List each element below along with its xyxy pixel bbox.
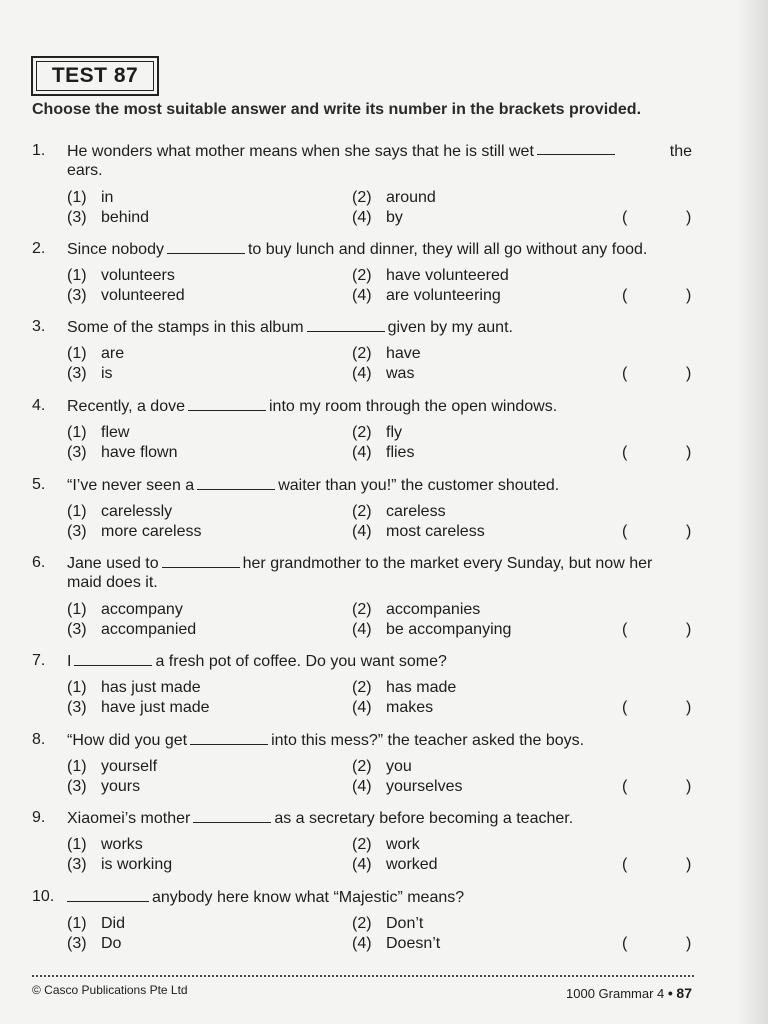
option-number: (1): [67, 345, 87, 362]
answer-bracket-open[interactable]: (: [622, 856, 628, 873]
option-text: yours: [101, 778, 141, 795]
option-number: (1): [67, 915, 87, 932]
question-text-before-blank: “How did you get: [67, 732, 188, 749]
option-text: carelessly: [101, 503, 173, 520]
question-line: [67, 652, 692, 671]
option-text: are volunteering: [386, 287, 501, 304]
option-text: flew: [101, 424, 130, 441]
answer-bracket-close[interactable]: ): [686, 856, 692, 873]
answer-bracket-close[interactable]: ): [686, 621, 692, 638]
question-text-after-blank: waiter than you!” the customer shouted.: [278, 477, 560, 494]
question-number: 6.: [32, 554, 46, 571]
option-text: accompanies: [386, 601, 481, 618]
answer-bracket-open[interactable]: (: [622, 523, 628, 540]
answer-blank[interactable]: [67, 889, 149, 902]
answer-option: [67, 758, 157, 776]
answer-option: [352, 503, 446, 521]
answer-option: [67, 523, 201, 541]
option-text: has just made: [101, 679, 201, 696]
answer-bracket-open[interactable]: (: [622, 778, 628, 795]
answer-bracket-close[interactable]: ): [686, 444, 692, 461]
answer-bracket-close[interactable]: ): [686, 935, 692, 952]
option-number: (3): [67, 699, 87, 716]
question-text-before-blank: I: [67, 653, 72, 670]
answer-option: [352, 915, 423, 933]
option-text: volunteers: [101, 267, 175, 284]
option-number: (3): [67, 444, 87, 461]
test-title-box: [31, 56, 159, 96]
instructions: Choose the most suitable answer and write its number in the brackets provided.: [32, 101, 642, 118]
question-stem: [67, 652, 692, 671]
question-stem: [67, 240, 692, 259]
question-stem: [67, 888, 692, 907]
answer-option: [67, 209, 149, 227]
question-line: [67, 397, 692, 416]
option-number: (4): [352, 778, 372, 795]
answer-option: [352, 699, 433, 717]
option-text: be accompanying: [386, 621, 512, 638]
option-text: flies: [386, 444, 415, 461]
answer-option: [352, 287, 501, 305]
option-number: (2): [352, 424, 372, 441]
answer-blank[interactable]: [190, 732, 268, 745]
answer-bracket-close[interactable]: ): [686, 778, 692, 795]
answer-option: [67, 345, 124, 363]
option-text: Doesn’t: [386, 935, 441, 952]
option-text: careless: [386, 503, 446, 520]
question-line: [67, 240, 692, 259]
answer-option: [67, 267, 175, 285]
question-text-continued: maid does it.: [67, 574, 158, 591]
question-number: 7.: [32, 652, 46, 669]
question-number: 5.: [32, 476, 46, 493]
book-title: 1000 Grammar 4: [566, 986, 665, 1001]
option-number: (3): [67, 287, 87, 304]
answer-option: [352, 856, 438, 874]
answer-option: [352, 424, 402, 442]
option-text: have: [386, 345, 421, 362]
answer-bracket-close[interactable]: ): [686, 365, 692, 382]
page-footer: [566, 985, 692, 1001]
answer-option: [352, 778, 462, 796]
option-number: (3): [67, 209, 87, 226]
question-line: [67, 888, 692, 907]
option-text: makes: [386, 699, 434, 716]
option-text: more careless: [101, 523, 202, 540]
option-number: (1): [67, 679, 87, 696]
answer-bracket-open[interactable]: (: [622, 287, 628, 304]
option-text: have just made: [101, 699, 210, 716]
option-number: (1): [67, 267, 87, 284]
question-text-after-blank: anybody here know what “Majestic” means?: [152, 889, 465, 906]
option-number: (4): [352, 287, 372, 304]
question-text-before-blank: Since nobody: [67, 241, 164, 258]
option-number: (2): [352, 601, 372, 618]
question-text-after-blank: as a secretary before becoming a teacher.: [274, 810, 574, 827]
option-text: are: [101, 345, 125, 362]
question-text-after-blank: into this mess?” the teacher asked the boys.: [271, 732, 585, 749]
answer-blank[interactable]: [162, 555, 240, 568]
question-text-before-blank: Recently, a dove: [67, 398, 185, 415]
answer-option: [67, 424, 129, 442]
option-number: (2): [352, 758, 372, 775]
answer-option: [352, 621, 511, 639]
option-text: accompany: [101, 601, 183, 618]
question-line: [67, 809, 692, 828]
question-stem: [67, 554, 692, 592]
question-number: 8.: [32, 731, 46, 748]
question-line: [67, 731, 692, 750]
option-text: have volunteered: [386, 267, 509, 284]
option-text: work: [386, 836, 420, 853]
answer-option: [352, 444, 414, 462]
option-text: is: [101, 365, 113, 382]
option-number: (2): [352, 915, 372, 932]
answer-option: [352, 267, 509, 285]
publisher-credit: © Casco Publications Pte Ltd: [32, 983, 188, 997]
option-number: (4): [352, 699, 372, 716]
answer-option: [352, 209, 403, 227]
option-text: around: [386, 189, 436, 206]
option-text: worked: [386, 856, 438, 873]
answer-bracket-open[interactable]: (: [622, 935, 628, 952]
option-number: (3): [67, 365, 87, 382]
page-number: 87: [676, 985, 692, 1001]
answer-bracket-open[interactable]: (: [622, 621, 628, 638]
option-number: (2): [352, 679, 372, 696]
answer-option: [352, 836, 420, 854]
option-number: (4): [352, 365, 372, 382]
option-text: behind: [101, 209, 150, 226]
option-number: (1): [67, 503, 87, 520]
option-number: (1): [67, 601, 87, 618]
option-number: (4): [352, 444, 372, 461]
answer-option: [67, 935, 121, 953]
answer-blank[interactable]: [74, 653, 152, 666]
option-number: (1): [67, 189, 87, 206]
question-text-before-blank: Some of the stamps in this album: [67, 319, 304, 336]
answer-option: [352, 679, 456, 697]
option-number: (3): [67, 621, 87, 638]
option-text: Do: [101, 935, 122, 952]
page-edge-shadow: [738, 0, 768, 1024]
answer-option: [67, 778, 140, 796]
question-text-after-blank: her grandmother to the market every Sunday, but now her: [242, 555, 653, 572]
test-title: TEST 87: [36, 61, 154, 91]
option-number: (2): [352, 189, 372, 206]
answer-option: [67, 915, 125, 933]
option-text: works: [101, 836, 143, 853]
option-text: most careless: [386, 523, 485, 540]
option-number: (1): [67, 424, 87, 441]
question-text-before-blank: Jane used to: [67, 555, 159, 572]
answer-option: [67, 287, 185, 305]
option-number: (4): [352, 856, 372, 873]
option-text: in: [101, 189, 114, 206]
answer-option: [352, 935, 440, 953]
question-stem: [67, 476, 692, 495]
answer-bracket-open[interactable]: (: [622, 444, 628, 461]
option-text: has made: [386, 679, 457, 696]
answer-option: [67, 503, 172, 521]
option-number: (2): [352, 836, 372, 853]
option-number: (2): [352, 503, 372, 520]
option-number: (3): [67, 778, 87, 795]
answer-bracket-close[interactable]: ): [686, 699, 692, 716]
question-stem: [67, 397, 692, 416]
question-text-after-blank: to buy lunch and dinner, they will all go without any food.: [247, 241, 648, 258]
question-line: [67, 476, 692, 495]
option-text: have flown: [101, 444, 178, 461]
question-number: 2.: [32, 240, 46, 257]
question-number: 9.: [32, 809, 46, 826]
answer-option: [352, 758, 412, 776]
answer-bracket-close[interactable]: ): [686, 287, 692, 304]
option-number: (4): [352, 209, 372, 226]
answer-option: [67, 836, 143, 854]
footer-divider: [32, 975, 694, 977]
answer-bracket-open[interactable]: (: [622, 365, 628, 382]
answer-option: [67, 621, 196, 639]
answer-bracket-close[interactable]: ): [686, 209, 692, 226]
answer-blank[interactable]: [307, 319, 385, 332]
option-text: yourselves: [386, 778, 463, 795]
question-line: [67, 142, 692, 161]
option-text: volunteered: [101, 287, 185, 304]
question-text-before-blank: “I’ve never seen a: [67, 477, 195, 494]
answer-bracket-close[interactable]: ): [686, 523, 692, 540]
answer-blank[interactable]: [197, 477, 275, 490]
option-text: Don’t: [386, 915, 424, 932]
option-number: (2): [352, 345, 372, 362]
option-text: you: [386, 758, 412, 775]
answer-option: [67, 699, 210, 717]
answer-option: [352, 601, 480, 619]
option-number: (1): [67, 836, 87, 853]
option-number: (4): [352, 523, 372, 540]
answer-blank[interactable]: [193, 810, 271, 823]
option-text: yourself: [101, 758, 158, 775]
option-text: fly: [386, 424, 402, 441]
option-text: by: [386, 209, 403, 226]
option-number: (3): [67, 935, 87, 952]
question-text-continued: ears.: [67, 162, 103, 179]
question-stem: [67, 142, 692, 180]
question-number: 3.: [32, 318, 46, 335]
question-stem: [67, 809, 692, 828]
answer-option: [352, 523, 485, 541]
option-text: was: [386, 365, 415, 382]
answer-blank[interactable]: [537, 142, 615, 155]
question-stem: [67, 318, 692, 337]
question-text-before-blank: He wonders what mother means when she says that he is still wet: [67, 143, 534, 160]
answer-option: [67, 679, 201, 697]
question-line: [67, 318, 692, 337]
question-number: 4.: [32, 397, 46, 414]
answer-option: [67, 365, 113, 383]
question-number: 10.: [32, 888, 55, 905]
option-number: (3): [67, 523, 87, 540]
answer-bracket-open[interactable]: (: [622, 209, 628, 226]
answer-option: [352, 365, 414, 383]
question-line: [67, 554, 692, 573]
question-text-after-blank: given by my aunt.: [387, 319, 513, 336]
option-text: Did: [101, 915, 126, 932]
option-number: (1): [67, 758, 87, 775]
question-text-after-blank: into my room through the open windows.: [269, 398, 558, 415]
answer-blank[interactable]: [167, 241, 245, 254]
question-text-after-blank: the: [669, 143, 692, 160]
answer-option: [67, 601, 183, 619]
answer-option: [352, 345, 421, 363]
option-text: is working: [101, 856, 173, 873]
answer-blank[interactable]: [188, 398, 266, 411]
question-stem: [67, 731, 692, 750]
answer-option: [352, 189, 436, 207]
answer-option: [67, 856, 172, 874]
footer-bullet: •: [667, 985, 673, 1001]
answer-option: [67, 189, 113, 207]
question-text-after-blank: a fresh pot of coffee. Do you want some?: [155, 653, 447, 670]
answer-option: [67, 444, 178, 462]
question-text-before-blank: Xiaomei’s mother: [67, 810, 191, 827]
option-text: accompanied: [101, 621, 197, 638]
option-number: (4): [352, 621, 372, 638]
answer-bracket-open[interactable]: (: [622, 699, 628, 716]
option-number: (3): [67, 856, 87, 873]
option-number: (2): [352, 267, 372, 284]
question-number: 1.: [32, 142, 46, 159]
option-number: (4): [352, 935, 372, 952]
